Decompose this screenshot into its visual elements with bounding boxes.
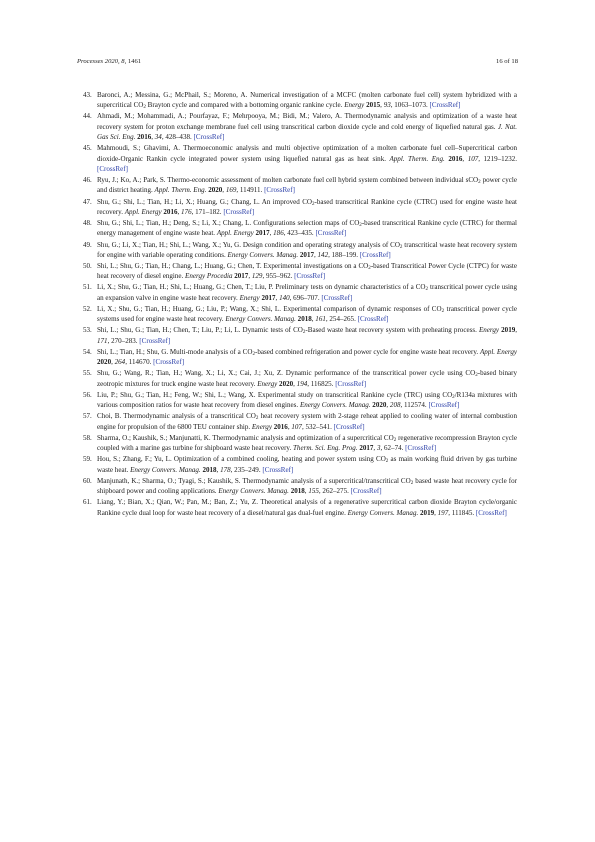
journal-title: 169 [225, 186, 237, 195]
reference-list [83, 90, 517, 519]
reference-segment: , [177, 207, 182, 216]
journal-title: 208 [389, 401, 401, 410]
reference-segment: , [287, 422, 292, 431]
reference-segment: , 112574. [400, 401, 429, 410]
subscript: 2 [478, 179, 481, 186]
journal-title: Energy Convers. Manag. [347, 508, 419, 517]
reference-item [83, 347, 517, 368]
reference-segment: -based binary zeotropic mixtures for truck engine waste heat recovery. [97, 369, 518, 388]
subscript: 2 [252, 351, 255, 358]
reference-text [97, 433, 517, 454]
publication-year: 2016 [448, 154, 463, 163]
reference-text [97, 454, 517, 475]
reference-segment: Ryu, J.; Ko, A.; Park, S. Thermo-economic assessment of molten carbonate fuel cell hybrid system combined between individual sCO [97, 176, 479, 185]
reference-number: 43. [83, 91, 92, 99]
publication-year: 2020 [97, 358, 112, 367]
publication-year: 2017 [359, 444, 374, 453]
reference-segment: transcritical waste heat recovery system for engine with variable operating conditions. [97, 240, 517, 259]
subscript: 2 [410, 479, 414, 486]
publication-year: 2019 [420, 508, 435, 517]
publication-year: 2020 [372, 401, 387, 410]
reference-segment: Shi, L.; Shu, G.; Tian, H.; Chang, L.; Huang, G.; Chen, T. Experimental investigations on a CO [97, 261, 369, 270]
reference-segment: Brayton cycle and compared with a bottoming organic rankine cycle. [145, 101, 345, 110]
reference-number: 50. [83, 261, 92, 270]
reference-segment: Shi, L.; Tian, H.; Shu, G. Multi-mode analysis of a CO [97, 347, 253, 356]
journal-title: Energy Convers. Manag. [225, 315, 296, 324]
publication-year: 2017 [299, 250, 314, 259]
reference-text [97, 390, 517, 411]
reference-text [97, 325, 517, 346]
crossref-link[interactable]: [CrossRef] [264, 186, 295, 195]
reference-text [97, 411, 517, 432]
reference-segment: Liang, Y.; Bian, X.; Qian, W.; Pan, M.; Ban, Z.; Yu, Z. Theoretical analysis of a regenerative supercritical carbon dioxide Brayton cycle/organic Rankine cycle dual loop for waste heat recovery of a diesel/natural gas dual-fuel engine. [97, 498, 517, 517]
publication-year: 2017 [234, 272, 249, 281]
reference-segment: , 1063–1073. [390, 101, 430, 110]
reference-segment: , 262–275. [318, 487, 351, 496]
reference-segment: heat recovery system with 2-stage reheat applied to cooling water of internal combustion engine for propulsion of the 6800 TEU container ship. [97, 412, 517, 431]
reference-text [97, 368, 517, 389]
crossref-link[interactable]: [CrossRef] [139, 336, 171, 345]
reference-segment: Shu, G.; Shi, L.; Tian, H.; Li, X.; Huang, G.; Chang, L. An improved CO [97, 197, 312, 206]
reference-item [83, 218, 517, 239]
reference-number: 54. [83, 347, 92, 356]
reference-item [83, 175, 517, 196]
subscript: 2 [399, 243, 403, 250]
journal-title: 176 [181, 207, 192, 216]
journal-title: Energy Convers. Manag. [299, 401, 371, 410]
reference-number: 49. [83, 240, 92, 249]
reference-segment: , [216, 465, 221, 474]
journal-title: 197 [437, 508, 449, 517]
reference-segment: , [311, 315, 316, 324]
reference-number: 46. [83, 176, 92, 185]
crossref-link[interactable]: [CrossRef] [223, 207, 255, 216]
reference-number: 59. [83, 455, 92, 464]
reference-item [83, 90, 517, 111]
subscript: 2 [385, 458, 389, 465]
crossref-link[interactable]: [CrossRef] [315, 229, 347, 238]
reference-segment: , [380, 101, 384, 110]
journal-title: Therm. Sci. Eng. Prog. [293, 444, 358, 453]
reference-segment: Sharma, O.; Kaushik, S.; Manjunatti, K. Thermodynamic analysis and optimization of a supercritical CO [97, 433, 394, 442]
subscript: 2 [302, 329, 306, 336]
reference-text [97, 476, 517, 497]
reference-segment: , 171–182. [191, 207, 224, 216]
reference-segment: , 188–199. [328, 250, 360, 259]
reference-item [83, 143, 517, 174]
reference-segment: , [222, 186, 226, 195]
reference-number: 60. [83, 476, 92, 485]
reference-segment: , [304, 487, 309, 496]
reference-segment: , 696–707. [289, 293, 322, 302]
reference-item [83, 390, 517, 411]
reference-segment: Li, X.; Shu, G.; Tian, H.; Huang, G.; Liu, P.; Wang, X.; Shi, L. Experimental comparison of dynamic responses of CO [97, 304, 442, 313]
reference-segment: transcritical power cycle using an expansion valve in engine waste heat recovery. [97, 283, 518, 302]
reference-segment: transcritical power cycle systems used for engine waste heat recovery. [97, 304, 517, 324]
reference-segment: , 955–962. [262, 272, 295, 281]
reference-item [83, 325, 517, 346]
journal-title: Energy [478, 326, 500, 335]
publication-year: 2016 [163, 207, 178, 216]
crossref-link[interactable]: [CrossRef] [153, 358, 185, 367]
journal-title: 3 [376, 444, 381, 453]
reference-segment: -based transcritical Rankine cycle (CTRC) for thermal energy management of engine waste heat. [97, 219, 517, 238]
crossref-link[interactable]: [CrossRef] [193, 133, 225, 142]
publication-year: 2016 [137, 133, 152, 142]
reference-segment: power cycle and district heating. [97, 176, 518, 195]
crossref-link[interactable]: [CrossRef] [475, 508, 507, 517]
reference-segment: Shi, L.; Shu, G.; Tian, H.; Chen, T.; Liu, P.; Li, L. Dynamic tests of CO [97, 326, 303, 335]
reference-segment: -based combined refrigeration and power cycle for engine waste heat recovery. [254, 347, 480, 356]
journal-name: Processes [77, 58, 104, 65]
reference-number: 53. [83, 326, 92, 335]
reference-segment: , 254–265. [325, 315, 358, 324]
subscript: 2 [143, 104, 146, 111]
publication-year: 2017 [261, 293, 276, 302]
crossref-link[interactable]: [CrossRef] [294, 272, 326, 281]
page-number: 16 of 18 [496, 58, 518, 65]
reference-text [97, 347, 517, 368]
journal-title: Energy Convers. Manag. [227, 250, 299, 259]
reference-segment: -based Transcritical Power Cycle (CTPC) for waste heat recovery of diesel engine. [97, 261, 517, 281]
crossref-link[interactable]: [CrossRef] [429, 101, 461, 110]
reference-text [97, 218, 517, 239]
reference-segment: Shu, G.; Shi, L.; Tian, H.; Deng, S.; Li, X.; Chang, L. Configurations selection maps of CO [97, 219, 360, 228]
crossref-link[interactable]: [CrossRef] [262, 465, 294, 474]
journal-title: 93 [383, 101, 391, 110]
reference-segment: Mahmoudi, S.; Ghavimi, A. Thermoeconomic analysis and multi objective optimization of a molten carbonate fuel cell–Supercritical carbon dioxide-Organic Rankin cycle integrated power system using liquefied natural gas as heat sink. [97, 144, 517, 163]
journal-title: Energy Procedia [185, 272, 233, 281]
reference-item [83, 282, 517, 303]
journal-title: Appl. Energy [480, 347, 517, 356]
reference-segment: , 114911. [236, 186, 265, 195]
subscript: 2 [368, 265, 371, 272]
reference-segment: Li, X.; Shu, G.; Tian, H.; Shi, L.; Huang, G.; Chen, T.; Liu, P. Preliminary tests on dynamic characteristics of a CO [97, 283, 426, 292]
journal-title: 34 [154, 133, 162, 142]
reference-item [83, 433, 517, 454]
journal-title: Appl. Therm. Eng. [389, 154, 445, 163]
reference-segment: , 235–249. [230, 465, 263, 474]
reference-text [97, 240, 517, 261]
subscript: 2 [359, 222, 362, 229]
reference-item [83, 368, 517, 389]
reference-segment: , [462, 154, 468, 163]
reference-segment: , 62–74. [380, 444, 406, 453]
reference-segment: Shu, G.; Wang, R.; Tian, H.; Wang, X.; Li, X.; Cai, J.; Xu, Z. Dynamic performance of the transcritical power cycle using CO [97, 369, 476, 378]
reference-segment: -Based waste heat recovery system with preheating process. [305, 326, 479, 335]
journal-title: Appl. Energy [216, 229, 254, 238]
reference-number: 57. [83, 412, 92, 421]
publication-year: 2020 [208, 186, 223, 195]
crossref-link[interactable]: [CrossRef] [333, 422, 365, 431]
reference-segment: , 270–283. [107, 336, 140, 345]
subscript: 2 [312, 200, 315, 207]
reference-number: 55. [83, 369, 92, 378]
reference-item [83, 476, 517, 497]
reference-segment: Liu, P.; Shu, G.; Tian, H.; Feng, W.; Shi, L.; Wang, X. Experimental study on transcritical Rankine cycle (TRC) using CO [97, 390, 453, 399]
publication-year: 2017 [255, 229, 270, 238]
reference-segment: , [313, 250, 318, 259]
subscript: 2 [425, 286, 429, 293]
reference-segment: regenerative recompression Brayton cycle coupled with a marine gas turbine for shipboard waste heat recovery. [97, 433, 518, 453]
reference-segment: , 1219–1232. [478, 154, 517, 163]
reference-segment: -based transcritical Rankine cycle (CTRC) used for engine waste heat recovery. [97, 197, 518, 216]
journal-title: 155 [308, 487, 319, 496]
journal-title: J. Nat. Gas Sci. Eng. [97, 122, 517, 142]
reference-segment: , [248, 272, 252, 281]
reference-text [97, 111, 517, 142]
reference-text [97, 261, 517, 282]
reference-number: 56. [83, 390, 92, 399]
journal-title: Energy [239, 293, 260, 302]
reference-item [83, 261, 517, 282]
subscript: 2 [255, 415, 259, 422]
reference-segment: , [515, 326, 517, 335]
reference-number: 45. [83, 144, 92, 153]
reference-segment: , [373, 444, 377, 453]
publication-year: 2018 [290, 487, 305, 496]
reference-segment: , [275, 293, 280, 302]
subscript: 2 [452, 394, 455, 400]
reference-segment: , [269, 229, 274, 238]
reference-segment: Shu, G.; Li, X.; Tian, H.; Shi, L.; Wang, X.; Yu, G. Design condition and operating strategy analysis of CO [97, 240, 400, 249]
journal-title: Energy Convers. Manag. [218, 487, 289, 496]
reference-segment: as main working fluid driven by gas turbine waste heat. [97, 455, 517, 474]
subscript: 2 [441, 308, 445, 315]
reference-segment: , [386, 401, 390, 410]
reference-number: 44. [83, 112, 92, 121]
reference-item [83, 497, 517, 518]
reference-segment: based waste heat recovery cycle for shipboard power and cooling applications. [97, 476, 518, 496]
reference-segment: /R134a mixtures with various composition ratios for waste heat recovery from diesel engines. [97, 390, 517, 410]
journal-title: 161 [315, 315, 326, 324]
reference-segment: , 428–438. [161, 133, 194, 142]
journal-title: Energy [251, 422, 272, 431]
journal-title: 107 [291, 422, 302, 431]
reference-text [97, 304, 517, 325]
reference-item [83, 411, 517, 432]
publication-year: 2016 [273, 422, 288, 431]
journal-citation: Processes 2020, 8, 1461 [77, 58, 142, 65]
reference-number: 47. [83, 197, 92, 206]
reference-segment: , [434, 508, 438, 517]
crossref-link[interactable]: [CrossRef] [357, 315, 389, 324]
publication-year: 2019 [501, 326, 516, 335]
reference-segment: , 532–541. [301, 422, 334, 431]
reference-text [97, 143, 517, 174]
crossref-link[interactable]: [CrossRef] [321, 293, 353, 302]
journal-title: 142 [317, 250, 329, 259]
reference-number: 51. [83, 283, 92, 292]
reference-segment: , [111, 358, 115, 367]
journal-title: 194 [296, 379, 308, 388]
reference-text [97, 282, 517, 303]
journal-title: Energy [257, 379, 278, 388]
subscript: 2 [475, 372, 478, 379]
page-header [77, 58, 518, 68]
reference-text [97, 197, 517, 218]
reference-segment: Ahmadi, M.; Mohammadi, A.; Pourfayaz, F.; Mehrpooya, M.; Bidi, M.; Valero, A. Thermodynamic analysis and optimization of a waste heat recovery system for proton exchange membrane fuel cell using transcritical carbon dioxide cycle and cold energy of liquefied natural gas. [97, 112, 517, 131]
reference-item [83, 111, 517, 142]
reference-segment: Baronci, A.; Messina, G.; McPhail, S.; Moreno, A. Numerical investigation of a MCFC (molten carbonate fuel cell) system hybridized with a supercritical CO [97, 91, 517, 110]
publication-year: 2018 [297, 315, 312, 324]
crossref-link[interactable]: [CrossRef] [359, 250, 391, 259]
journal-title: 186 [273, 229, 284, 238]
reference-segment: Manjunath, K.; Sharma, O.; Tyagi, S.; Kaushik, S. Thermodynamic analysis of a supercritical/transcritical CO [97, 476, 411, 485]
reference-segment: , 114670. [125, 358, 154, 367]
reference-number: 61. [83, 498, 92, 507]
reference-number: 58. [83, 433, 92, 442]
journal-title: Energy Convers. Manag. [130, 465, 201, 474]
crossref-link[interactable]: [CrossRef] [350, 487, 382, 496]
reference-number: 48. [83, 219, 92, 228]
reference-segment: , 116825. [307, 379, 336, 388]
reference-segment: , [151, 133, 155, 142]
reference-segment: , 111845. [448, 508, 476, 517]
reference-item [83, 304, 517, 325]
journal-title: Appl. Energy [124, 207, 162, 216]
reference-item [83, 197, 517, 218]
crossref-link[interactable]: [CrossRef] [97, 164, 128, 173]
reference-item [83, 240, 517, 261]
journal-volume: 8 [121, 58, 125, 65]
reference-segment: Choi, B. Thermodynamic analysis of a transcritical CO [97, 412, 256, 421]
publication-year: 2018 [202, 465, 217, 474]
reference-text [97, 175, 517, 196]
journal-title: 264 [114, 358, 126, 367]
reference-segment: , 423–435. [283, 229, 316, 238]
crossref-link[interactable]: [CrossRef] [335, 379, 367, 388]
journal-title: 107 [467, 154, 479, 163]
crossref-link[interactable]: [CrossRef] [428, 401, 460, 410]
journal-title: Appl. Therm. Eng. [154, 186, 207, 195]
journal-year: 2020 [104, 58, 118, 65]
journal-title: 171 [97, 336, 108, 345]
journal-title: 140 [279, 293, 290, 302]
reference-segment: Hou, S.; Zhang, F.; Yu, L. Optimization of a combined cooling, heating and power system using CO [97, 455, 386, 464]
reference-text [97, 497, 517, 518]
reference-number: 52. [83, 304, 92, 313]
journal-title: 129 [251, 272, 263, 281]
crossref-link[interactable]: [CrossRef] [405, 444, 437, 453]
reference-segment: , [293, 379, 297, 388]
publication-year: 2015 [366, 101, 381, 110]
reference-text [97, 90, 517, 111]
article-number: 1461 [127, 58, 142, 65]
journal-title: 178 [220, 465, 231, 474]
journal-title: Energy [344, 101, 365, 110]
publication-year: 2020 [279, 379, 294, 388]
subscript: 2 [393, 436, 397, 443]
reference-item [83, 454, 517, 475]
